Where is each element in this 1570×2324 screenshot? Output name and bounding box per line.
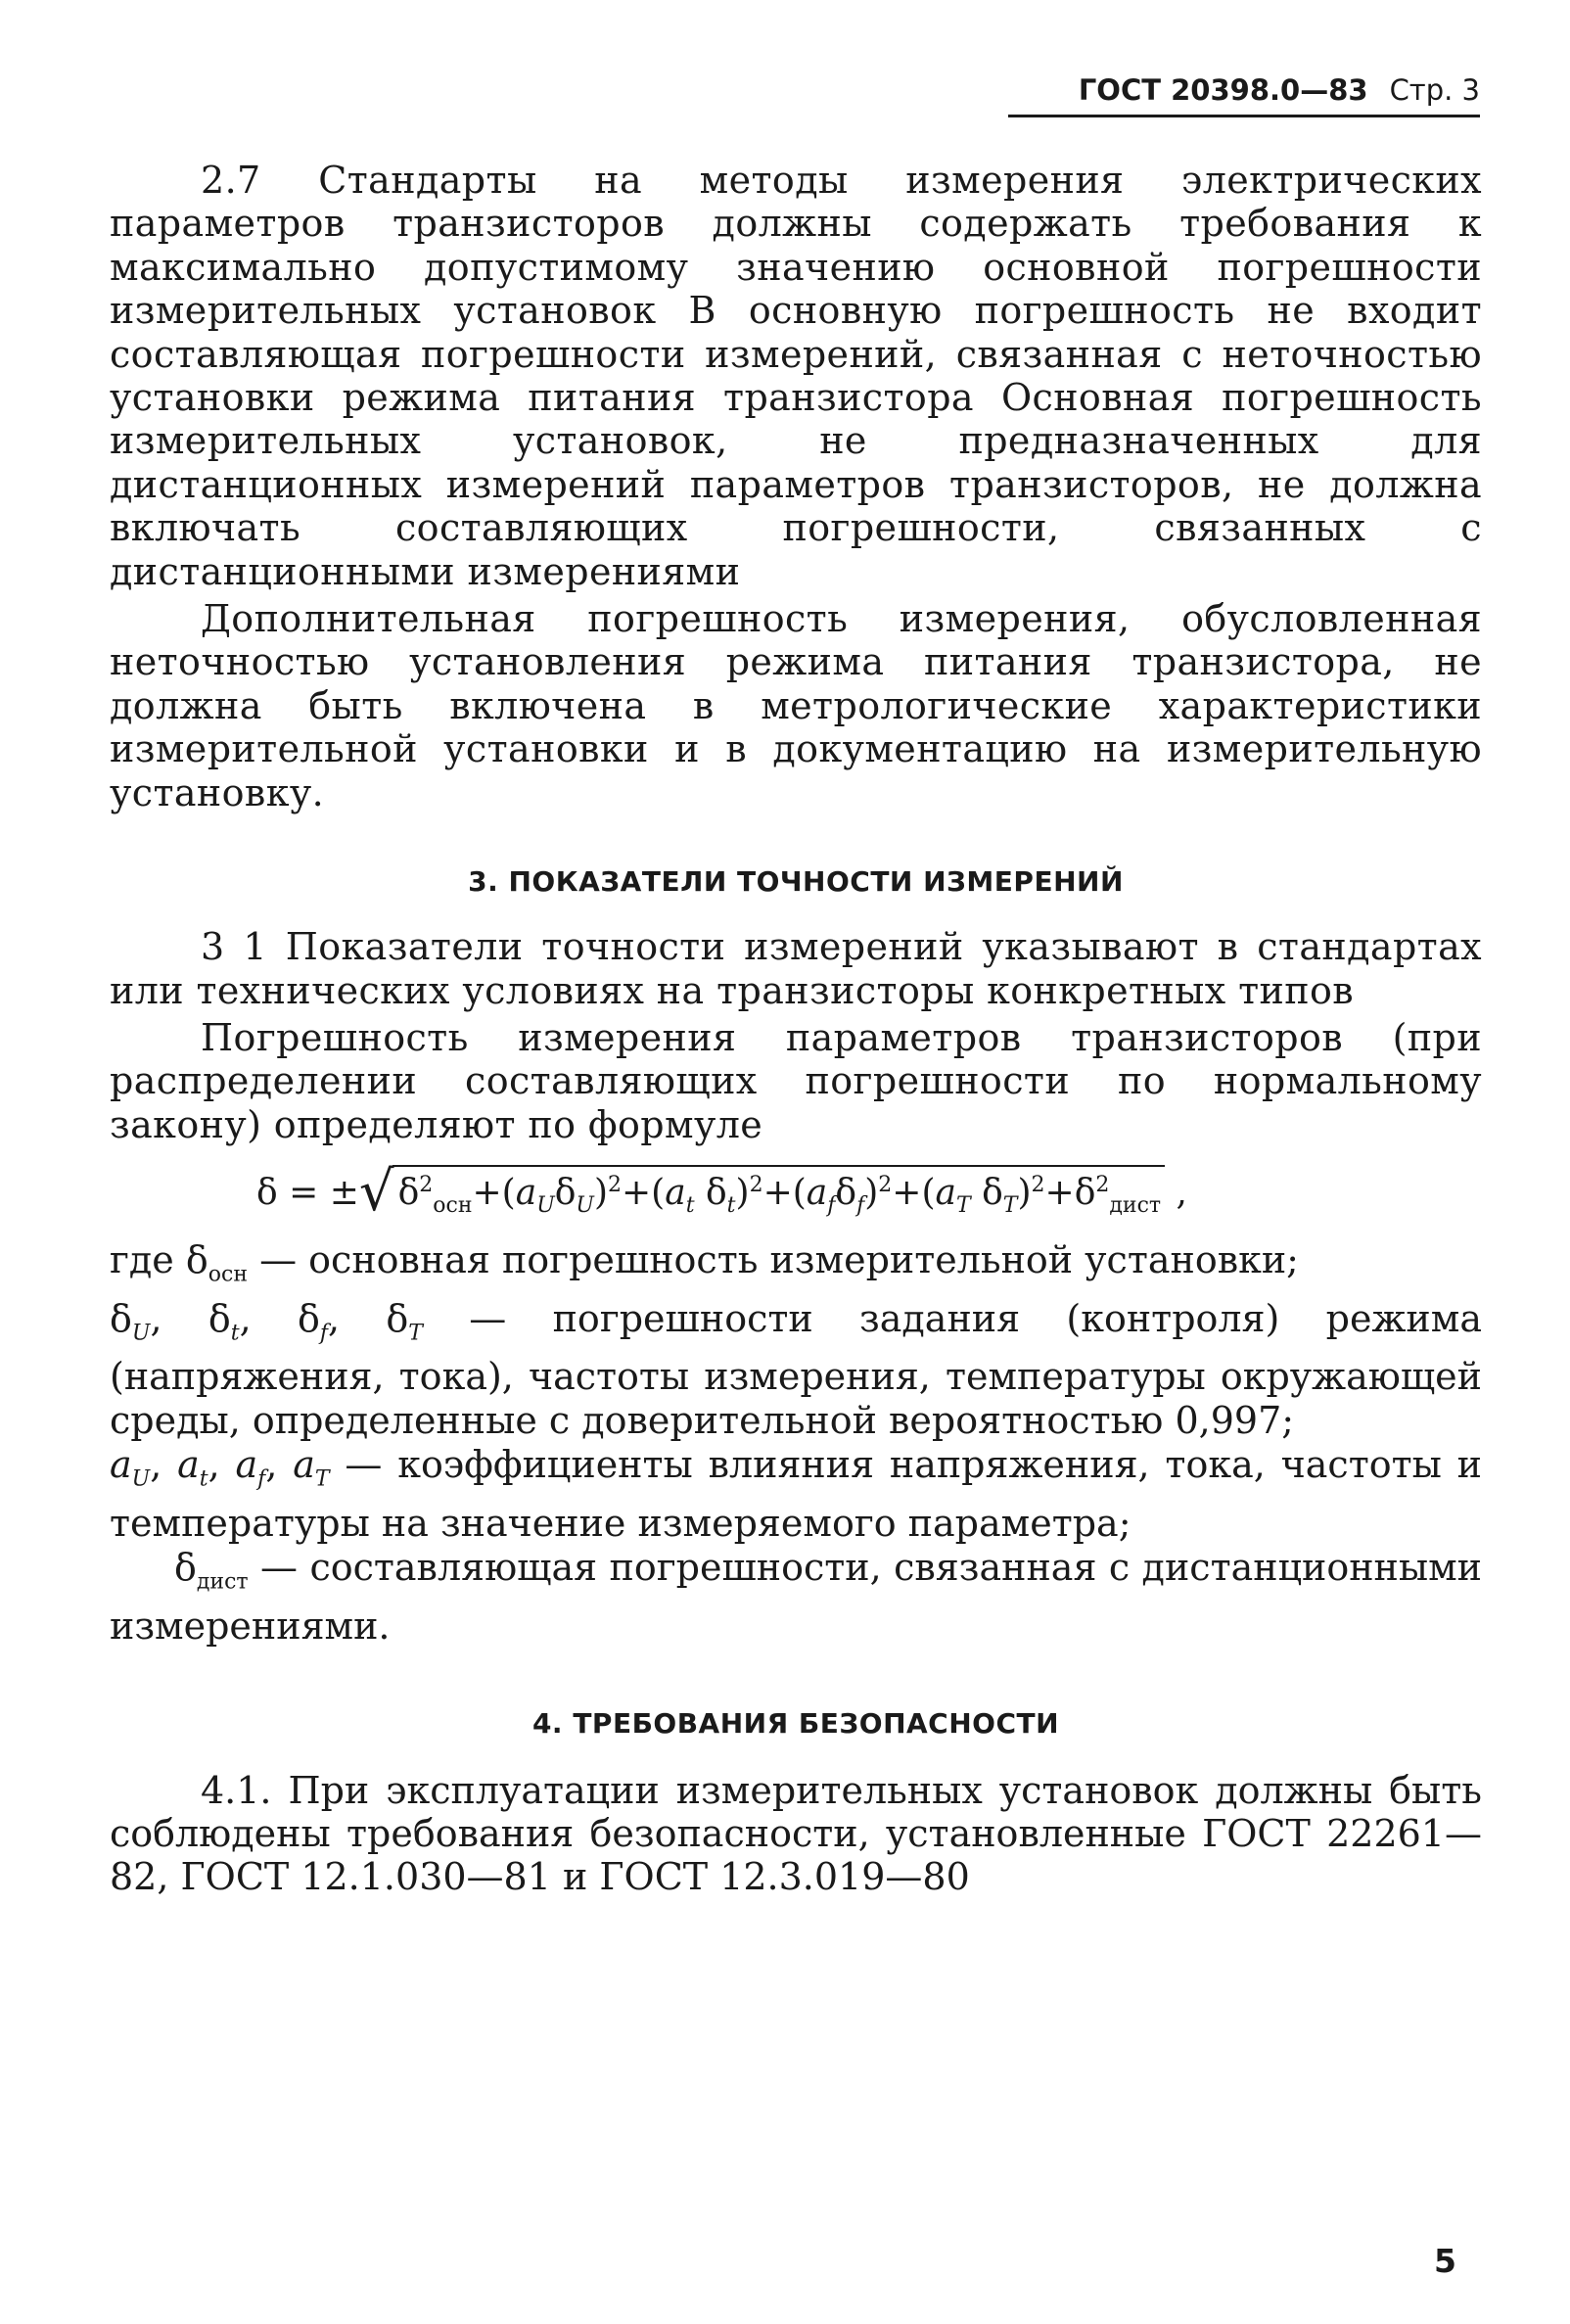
error-formula xyxy=(110,1160,1482,1238)
page-number: 5 xyxy=(1434,2242,1456,2280)
paragraph-4-1: 4.1. При эксплуатации измерительных установок должны быть соблюдены требования безопасности, установленные ГОСТ 22261—82, ГОСТ 12.1.030—81 и ГОСТ 12.3.019—80 xyxy=(110,1768,1482,1899)
paragraph-additional-error: Дополнительная погрешность измерения, обусловленная неточностью установления режима питания транзистора, не должна быть включена в метрологические характеристики измерительной установки и в документацию на измерительную установку. xyxy=(110,597,1482,814)
definition-delta-osn: где $\delta_{осн}$ — основная погрешность измерительной установки; xyxy=(110,1238,1299,1287)
running-header xyxy=(1008,73,1480,117)
section-3-title: 3. ПОКАЗАТЕЛИ ТОЧНОСТИ ИЗМЕРЕНИЙ xyxy=(468,865,1124,899)
document-body xyxy=(110,159,1482,1899)
formula-definitions xyxy=(110,1238,1482,1648)
paragraph-formula-intro: Погрешность измерения параметров транзисторов (при распределении составляющих погрешности по нормальному закону) определяют по формуле xyxy=(110,1015,1482,1146)
formula-trailing-comma: , xyxy=(1176,1173,1187,1214)
formula-radicand: $\delta^2_{осн}+(a_U\delta_U)^2+(a_t$ $\delta_t)^2+(a_f\delta_f)^2+(a_T$ $\delta_T)^2+\delta^2_{дист}$ xyxy=(392,1165,1166,1218)
paragraph-3-1: 3 1 Показатели точности измерений указывают в стандартах или технических условиях на транзисторы конкретных типов xyxy=(110,925,1482,1012)
definition-coefficients: $a_U$, $a_t$, $a_f$, $a_T$ — коэффициенты влияния напряжения, тока, частоты и температуры на значение измеряемого параметра; xyxy=(110,1443,1482,1545)
definition-delta-dist: $\delta_{дист}$ — составляющая погрешности, связанная с дистанционными измерениями. xyxy=(110,1545,1482,1648)
standard-number: ГОСТ 20398.0—83 xyxy=(1078,73,1368,107)
section-4-title: 4. ТРЕБОВАНИЯ БЕЗОПАСНОСТИ xyxy=(531,1706,1060,1740)
paragraph-2-7: 2.7 Стандарты на методы измерения электрических параметров транзисторов должны содержать требования к максимально допустимому значению основной погрешности измерительных установок В основную погрешность не входит составляющая погрешности измерений, связанная с неточностью установки режима питания транзистора Основная погрешность измерительных установок, не предназначенных для дистанционных измерений параметров транзисторов, не должна включать составляющих погрешности, связанных с дистанционными измерениями xyxy=(110,159,1482,593)
page-label: Стр. 3 xyxy=(1389,73,1480,107)
sqrt-sign: √ xyxy=(358,1160,394,1225)
definition-delta-regime: $\delta_U$, $\delta_t$, $\delta_f$, $\delta_T$ — погрешности задания (контроля) режима (напряжения, тока), частоты измерения, температуры окружающей среды, определенные с доверительной вероятностью 0,997; xyxy=(110,1296,1482,1443)
formula-lhs: δ = ± xyxy=(256,1173,359,1214)
